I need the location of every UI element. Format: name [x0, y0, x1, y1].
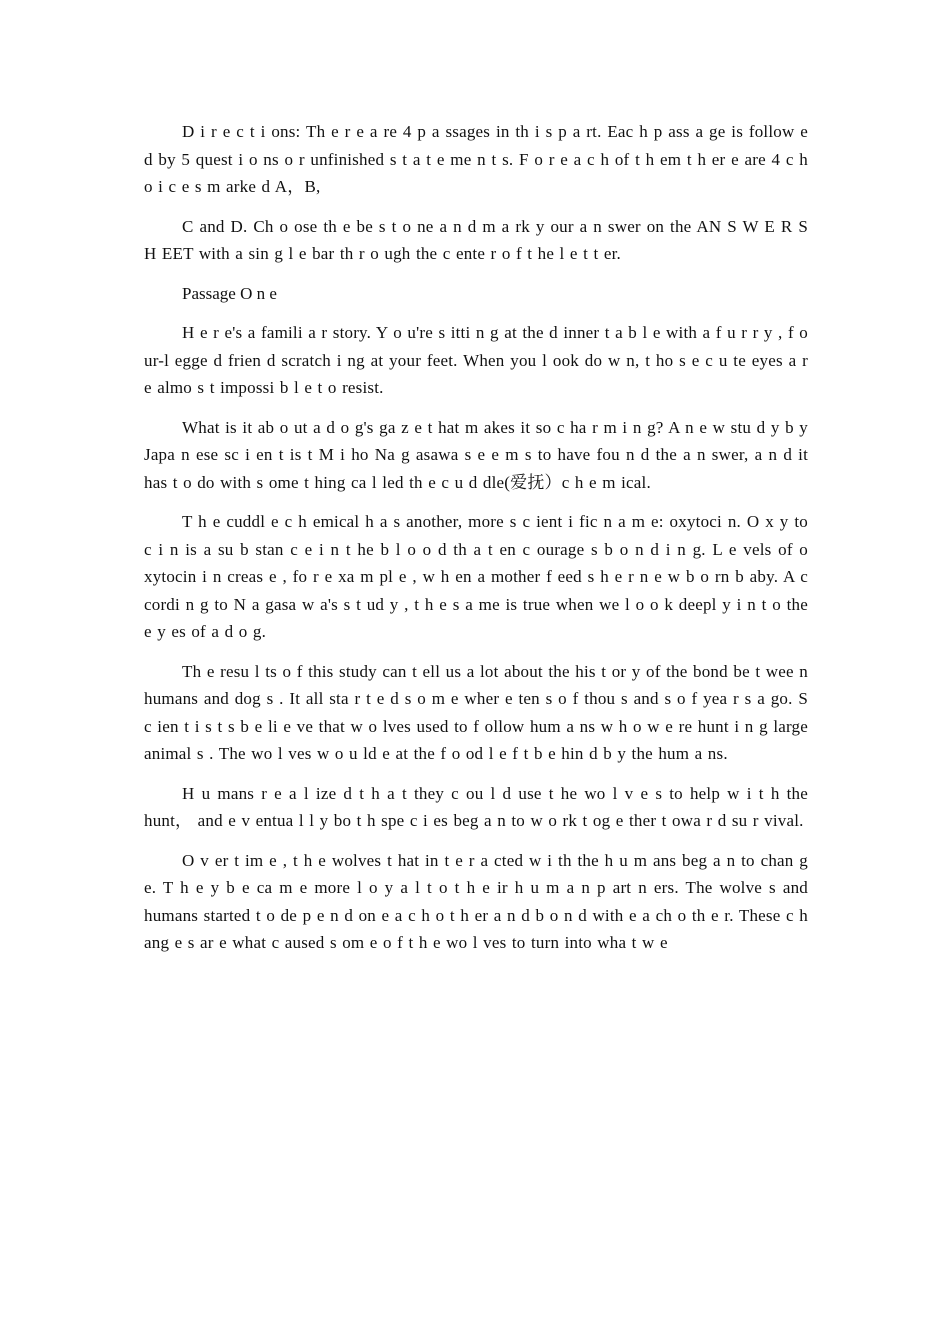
passage-paragraph: O v er t im e , t h e wolves t hat in t e r a cted w i th the h u m ans beg a n to chan g e. T h e y b e ca m e more l o y a l t o t h e ir h u m a n p art n ers. The wolve s and humans started t o de p e n d on e a c h o t h er a n d b o n d with e a ch o th e r. These c h ang e s ar e what c aused s om e o f t h e wo l ves to turn into wha t w e: [144, 850, 808, 952]
passage-paragraph: H e r e's a famili a r story. Y o u're s itti n g at the d inner t a b l e with a f u r r y , f o ur-l egge d frien d scratch i ng at your feet. When you l ook do w n, t ho s e c u te eyes a r e almo s t impossi b l e t o resist.: [144, 323, 808, 397]
passage-paragraph: What is it ab o ut a d o g's ga z e t hat m akes it so c ha r m i n g? A n e w stu d y b y Japa n ese sc i en t is t M i ho Na g asawa s e e m s to have fou n d the a n swer, a n d it has t o do with s ome t hing ca l led th e c u d dle(爱抚）c h e m ical.: [144, 417, 808, 492]
document-body: [144, 118, 808, 969]
passage-title: Passage O n e: [182, 283, 277, 303]
passage-paragraph: H u mans r e a l ize d t h a t they c ou l d use t he wo l v e s to help w i t h the hunt， and e v entua l l y bo t h spe c i es beg a n to w o rk t og e ther t owa r d su r vival.: [144, 783, 808, 830]
directions-paragraph-2: C and D. Ch o ose th e be s t o ne a n d m a rk y our a n swer on the AN S W E R S H EET with a sin g l e bar th r o ugh the c ente r o f t he l e t t er.: [144, 216, 808, 263]
passage-paragraph: Th e resu l ts o f this study can t ell us a lot about the his t or y of the bond be t wee n humans and dog s . It all sta r t e d s o m e wher e ten s o f thou s and s o f yea r s a go. S c ien t i s t s b e li e ve that w o lves used to f ollow hum a ns w h o w e re hunt i n g large animal s . The wo l ves w o u ld e at the f o od l e f t b e hin d b y the hum a ns.: [144, 661, 808, 763]
directions-paragraph-1: D i r e c t i ons: Th e r e a re 4 p a ssages in th i s p a rt. Eac h p ass a ge is follow e d by 5 quest i o ns o r unfinished s t a t e me n t s. F o r e a c h of t h em t h er e are 4 c h o i c e s m arke d A，B,: [144, 122, 808, 196]
passage-paragraph: T h e cuddl e c h emical h a s another, more s c ient i fic n a m e: oxytoci n. O x y to c i n is a su b stan c e i n t he b l o o d th a t en c ourage s b o n d i n g. L e vels of o xytocin i n creas e , fo r e xa m pl e , w h en a mother f eed s h e r n e w b o rn b aby. A c cordi n g to N a gasa w a's s t ud y , t h e s a me is true when we l o o k deepl y i n t o the e y es of a d o g.: [144, 512, 808, 641]
